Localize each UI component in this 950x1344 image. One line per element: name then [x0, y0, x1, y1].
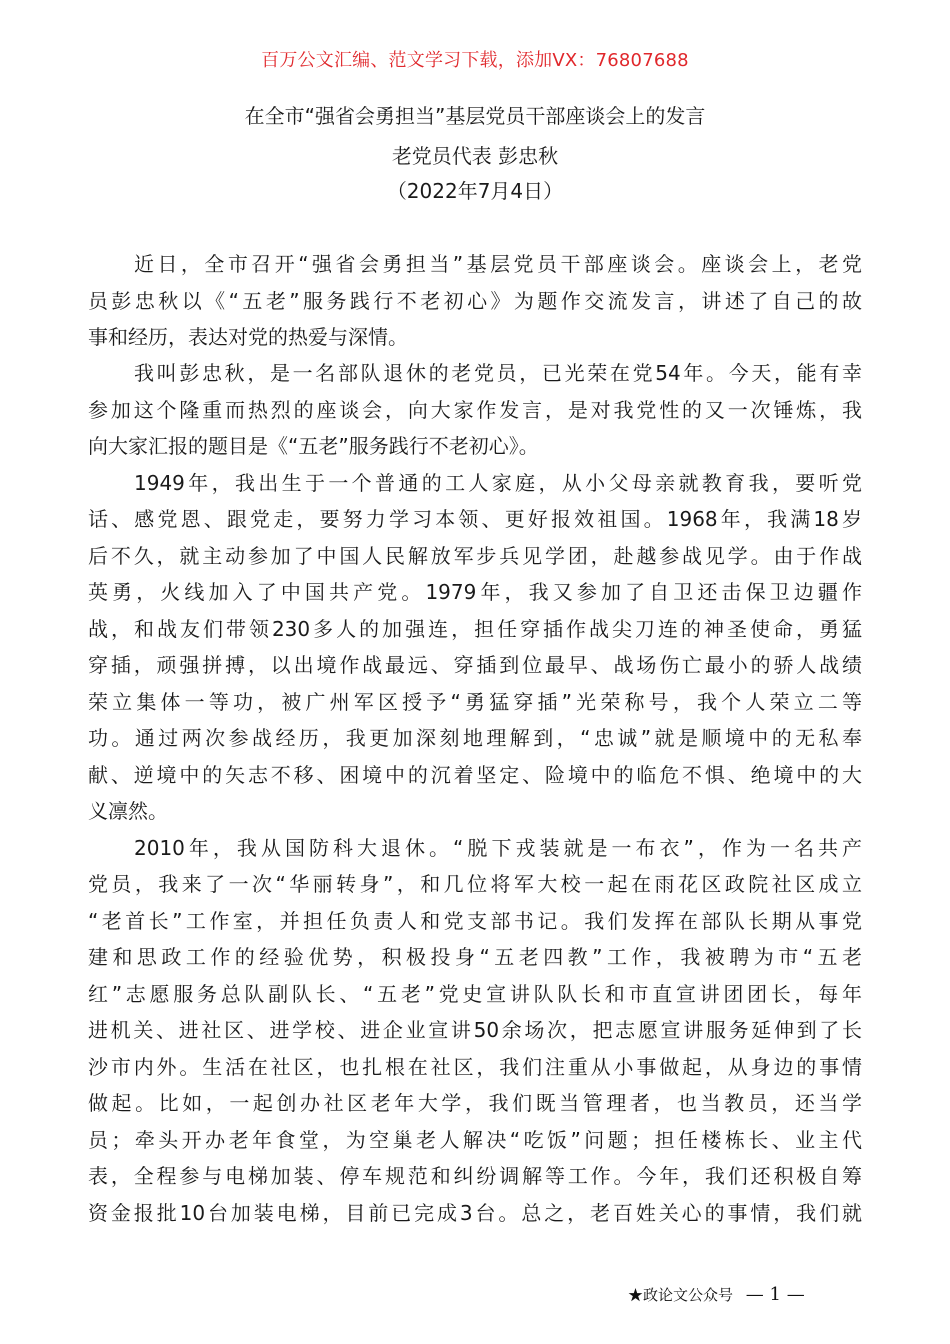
text-line: 穿插，顽强拼搏，以出境作战最远、穿插到位最早、战场伤亡最小的骄人战绩: [88, 653, 862, 677]
text-line: 建和思政工作的经验优势，积极投身“五老四教”工作，我被聘为市“五老: [88, 945, 862, 969]
text-line: 红”志愿服务总队副队长、“五老”党史宣讲队队长和市直宣讲团团长，每年: [88, 982, 862, 1006]
text-line: 2010年，我从国防科大退休。“脱下戎装就是一布衣”，作为一名共产: [134, 836, 862, 860]
text-line: “老首长”工作室，并担任负责人和党支部书记。我们发挥在部队长期从事党: [88, 909, 862, 933]
text-line: 表，全程参与电梯加装、停车规范和纠纷调解等工作。今年，我们还积极自筹: [88, 1164, 862, 1188]
text-line: 功。通过两次参战经历，我更加深刻地理解到，“忠诚”就是顺境中的无私奉: [88, 726, 862, 750]
speaker-line: 老党员代表 彭忠秋: [391, 144, 559, 168]
text-line: 我叫彭忠秋，是一名部队退休的老党员，已光荣在党54年。今天，能有幸: [134, 361, 862, 385]
text-line: 后不久，就主动参加了中国人民解放军步兵见学团，赴越参战见学。由于作战: [88, 544, 862, 568]
text-line: 战，和战友们带领230多人的加强连，担任穿插作战尖刀连的神圣使命，勇猛: [88, 617, 862, 641]
text-line: 义凛然。: [88, 799, 168, 823]
text-line: 沙市内外。生活在社区，也扎根在社区，我们注重从小事做起，从身边的事情: [88, 1055, 862, 1079]
text-line: 参加这个隆重而热烈的座谈会，向大家作发言，是对我党性的又一次锤炼，我: [88, 398, 862, 422]
text-line: 近日，全市召开“强省会勇担当”基层党员干部座谈会。座谈会上，老党: [134, 252, 862, 276]
page-footer: [628, 1284, 805, 1305]
text-line: 资金报批10台加装电梯，目前已完成3台。总之，老百姓关心的事情，我们就: [88, 1201, 862, 1225]
text-line: 英勇，火线加入了中国共产党。1979年，我又参加了自卫还击保卫边疆作: [88, 580, 862, 604]
page-number: — 1 —: [745, 1284, 805, 1305]
text-line: 做起。比如，一起创办社区老年大学，我们既当管理者，也当教员，还当学: [88, 1091, 862, 1115]
text-line: 荣立集体一等功，被广州军区授予“勇猛穿插”光荣称号，我个人荣立二等: [88, 690, 862, 714]
text-line: 员；牵头开办老年食堂，为空巢老人解决“吃饭”问题；担任楼栋长、业主代: [88, 1128, 862, 1152]
text-line: 员彭忠秋以《“五老”服务践行不老初心》为题作交流发言，讲述了自己的故: [88, 289, 862, 313]
footer-source: ★政论文公众号: [628, 1286, 734, 1304]
text-line: 事和经历，表达对党的热爱与深情。: [88, 325, 408, 349]
text-line: 向大家汇报的题目是《“五老”服务践行不老初心》。: [88, 434, 539, 458]
document-title: 在全市“强省会勇担当”基层党员干部座谈会上的发言: [244, 104, 706, 128]
text-line: 进机关、进社区、进学校、进企业宣讲50余场次，把志愿宣讲服务延伸到了长: [88, 1018, 862, 1042]
date-line: （2022年7月4日）: [386, 179, 564, 203]
text-line: 党员，我来了一次“华丽转身”，和几位将军大校一起在雨花区政院社区成立: [88, 872, 862, 896]
download-banner: 百万公文汇编、范文学习下载，添加VX：76807688: [261, 50, 689, 71]
text-line: 献、逆境中的矢志不移、困境中的沉着坚定、险境中的临危不惧、绝境中的大: [88, 763, 862, 787]
text-line: 话、感党恩、跟党走，要努力学习本领、更好报效祖国。1968年，我满18岁: [88, 507, 862, 531]
text-line: 1949年，我出生于一个普通的工人家庭，从小父母亲就教育我，要听党: [134, 471, 862, 495]
